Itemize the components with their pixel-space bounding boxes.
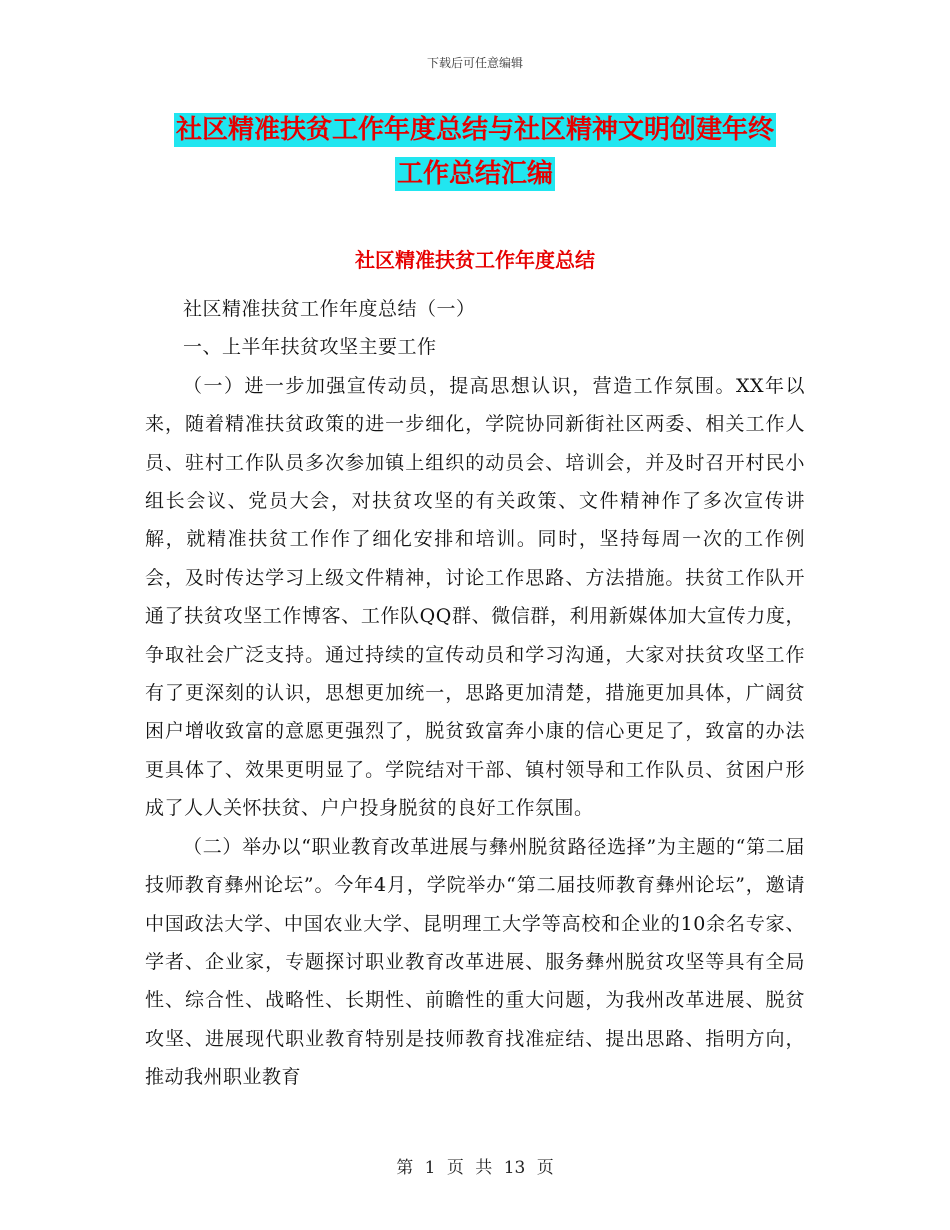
page-footer: 第 1 页 共 13 页 (396, 1158, 554, 1178)
title-line-1: 社区精准扶贫工作年度总结与社区精神文明创建年终 (175, 115, 774, 145)
title-line-2: 工作总结汇编 (396, 159, 553, 189)
section-title: 社区精准扶贫工作年度总结 (355, 248, 595, 272)
paragraph-heading: 一、上半年扶贫攻坚主要工作 (183, 336, 437, 359)
paragraph-item-1: （一）进一步加强宣传动员，提高思想认识，营造工作氛围。XX年以来，随着精准扶贫政策的进一步细化，学院协同新街社区两委、相关工作人员、驻村工作队员多次参加镇上组织的动员会、培训会，并及时召开村民小组长会议、党员大会，对扶贫攻坚的有关政策、文件精神作了多次宣传讲解，就精准扶贫工作作了细化安排和培训。同时，坚持每周一次的工作例会，及时传达学习上级文件精神，讨论工作思路、方法措施。扶贫工作队开通了扶贫攻坚工作博客、工作队QQ群、微信群，利用新媒体加大宣传力度，争取社会广泛支持。通过持续的宣传动员和学习沟通，大家对扶贫攻坚工作有了更深刻的认识，思想更加统一，思路更加清楚，措施更加具体，广阔贫困户增收致富的意愿更强烈了，脱贫致富奔小康的信心更足了，致富的办法更具体了、效果更明显了。学院结对干部、镇村领导和工作队员、贫困户形成了人人关怀扶贫、户户投身脱贫的良好工作氛围。 (145, 374, 805, 820)
document-title (0, 108, 950, 196)
paragraph-item-2: （二）举办以“职业教育改革进展与彝州脱贫路径选择”为主题的“第二届技师教育彝州论坛”。今年4月，学院举办“第二届技师教育彝州论坛”，邀请中国政法大学、中国农业大学、昆明理工大学等高校和企业的10余名专家、学者、企业家，专题探讨职业教育改革进展、服务彝州脱贫攻坚等具有全局性、综合性、战略性、长期性、前瞻性的重大问题，为我州改革进展、脱贫攻坚、进展现代职业教育特别是技师教育找准症结、提出思路、指明方向，推动我州职业教育 (145, 835, 805, 1089)
paragraph-subtitle: 社区精准扶贫工作年度总结（一） (183, 298, 476, 320)
document-body (145, 290, 805, 1097)
header-note: 下载后可任意编辑 (426, 56, 523, 70)
